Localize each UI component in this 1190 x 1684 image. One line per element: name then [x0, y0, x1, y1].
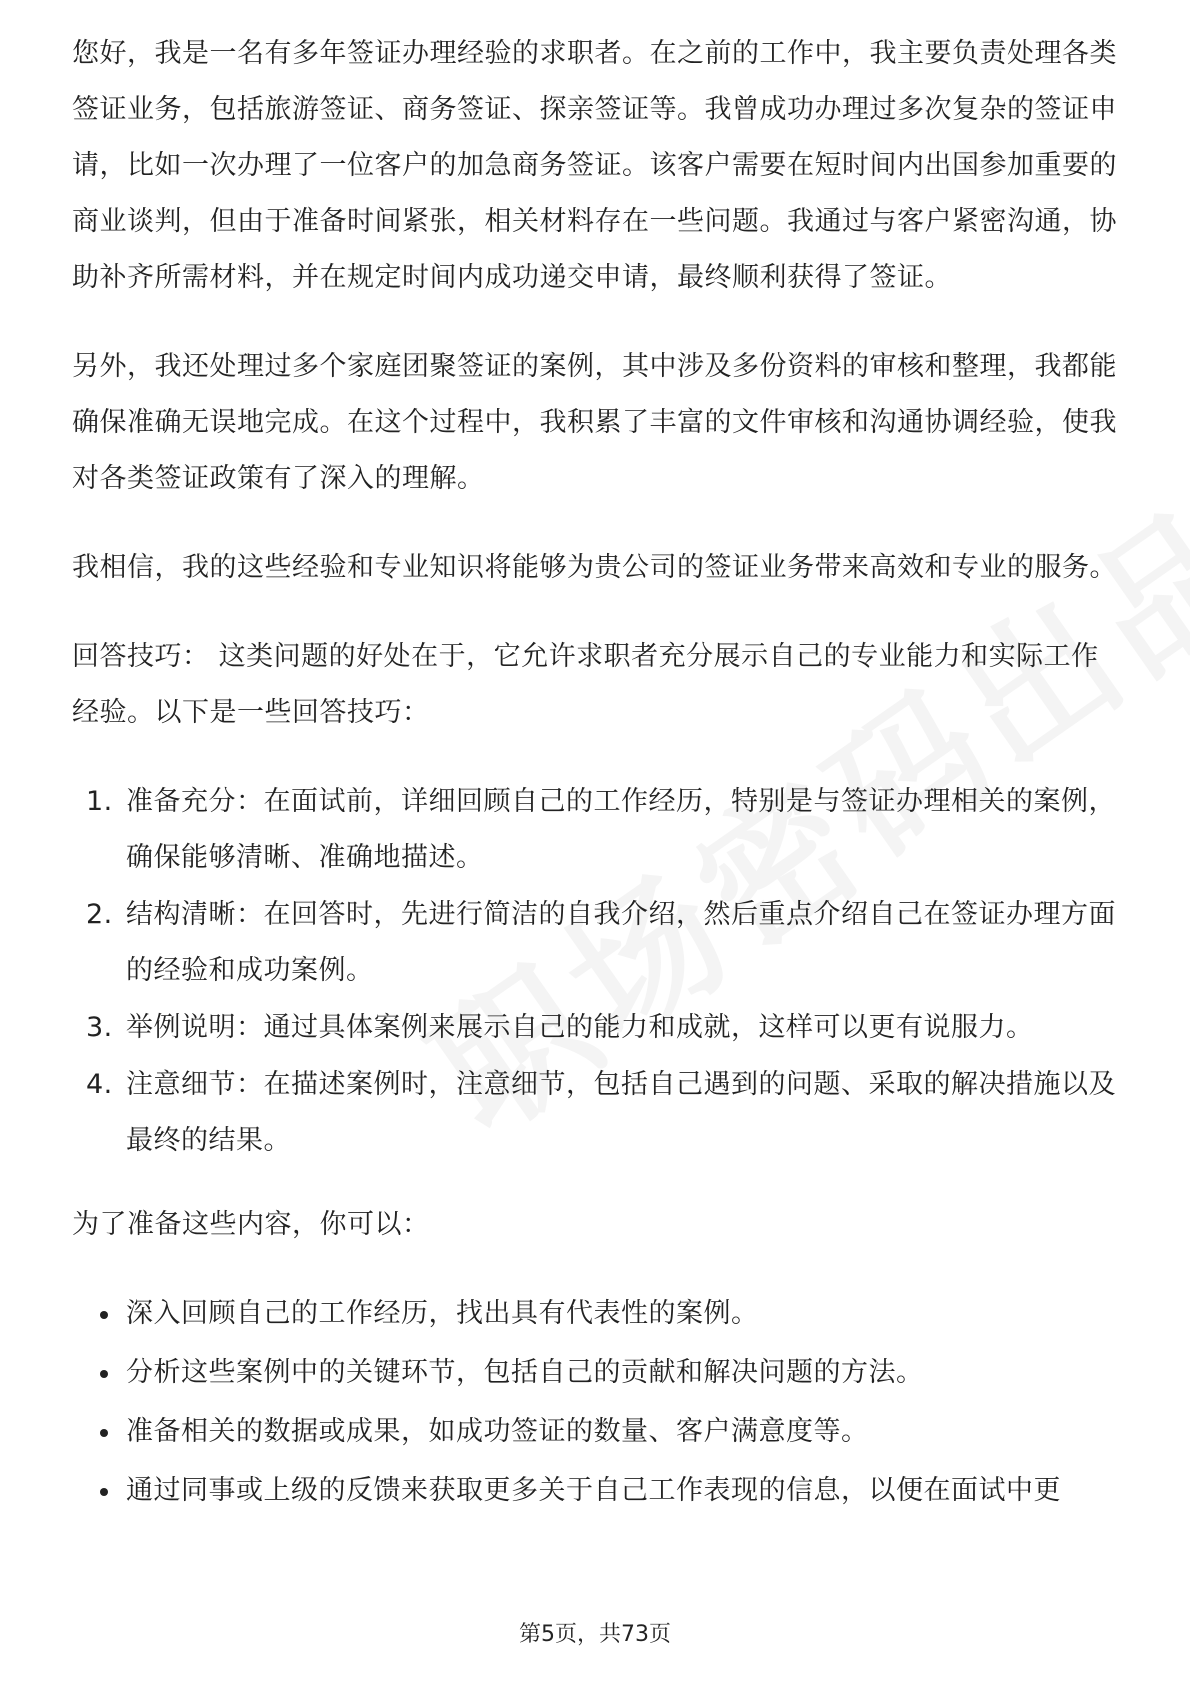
page-number-footer: 第5页，共73页 [0, 1620, 1190, 1650]
list-item-text: 举例说明：通过具体案例来展示自己的能力和成就，这样可以更有说服力。 [126, 1012, 1034, 1043]
list-item [72, 887, 1122, 999]
list-item [72, 1404, 1122, 1460]
paragraph-prep-intro: 为了准备这些内容，你可以： [72, 1209, 430, 1240]
tips-list [72, 774, 1122, 1169]
bullet-dot-icon [100, 1311, 108, 1319]
bullet-dot-icon [100, 1488, 108, 1496]
list-item-text: 深入回顾自己的工作经历，找出具有代表性的案例。 [126, 1298, 759, 1329]
list-number: 2. [86, 899, 113, 930]
list-item-text: 准备相关的数据或成果，如成功签证的数量、客户满意度等。 [126, 1416, 869, 1447]
list-item [72, 1000, 1122, 1056]
list-item-text: 准备充分：在面试前，详细回顾自己的工作经历，特别是与签证办理相关的案例，确保能够清晰、准确地描述。 [126, 786, 1116, 873]
list-item [72, 1286, 1122, 1342]
list-item-text: 通过同事或上级的反馈来获取更多关于自己工作表现的信息，以便在面试中更 [126, 1475, 1061, 1506]
list-item [72, 774, 1122, 886]
bullet-dot-icon [100, 1429, 108, 1437]
paragraph-belief: 我相信，我的这些经验和专业知识将能够为贵公司的签证业务带来高效和专业的服务。 [72, 552, 1117, 583]
document-body [72, 26, 1122, 1522]
paragraph-family-visa: 另外，我还处理过多个家庭团聚签证的案例，其中涉及多份资料的审核和整理，我都能确保准确无误地完成。在这个过程中，我积累了丰富的文件审核和沟通协调经验，使我对各类签证政策有了深入的理解。 [72, 351, 1117, 494]
list-item [72, 1463, 1122, 1519]
paragraph-tips-intro: 回答技巧： 这类问题的好处在于，它允许求职者充分展示自己的专业能力和实际工作经验。以下是一些回答技巧： [72, 641, 1099, 728]
list-number: 4. [86, 1069, 113, 1100]
list-number: 1. [86, 786, 113, 817]
list-item-text: 分析这些案例中的关键环节，包括自己的贡献和解决问题的方法。 [126, 1357, 924, 1388]
list-item [72, 1057, 1122, 1169]
list-item [72, 1345, 1122, 1401]
bullet-dot-icon [100, 1370, 108, 1378]
list-item-text: 结构清晰：在回答时，先进行简洁的自我介绍，然后重点介绍自己在签证办理方面的经验和成功案例。 [126, 899, 1116, 986]
list-number: 3. [86, 1012, 113, 1043]
paragraph-intro: 您好，我是一名有多年签证办理经验的求职者。在之前的工作中，我主要负责处理各类签证业务，包括旅游签证、商务签证、探亲签证等。我曾成功办理过多次复杂的签证申请，比如一次办理了一位客户的加急商务签证。该客户需要在短时间内出国参加重要的商业谈判，但由于准备时间紧张，相关材料存在一些问题。我通过与客户紧密沟通，协助补齐所需材料，并在规定时间内成功递交申请，最终顺利获得了签证。 [72, 38, 1117, 293]
list-item-text: 注意细节：在描述案例时，注意细节，包括自己遇到的问题、采取的解决措施以及最终的结果。 [126, 1069, 1116, 1156]
prep-list [72, 1286, 1122, 1519]
